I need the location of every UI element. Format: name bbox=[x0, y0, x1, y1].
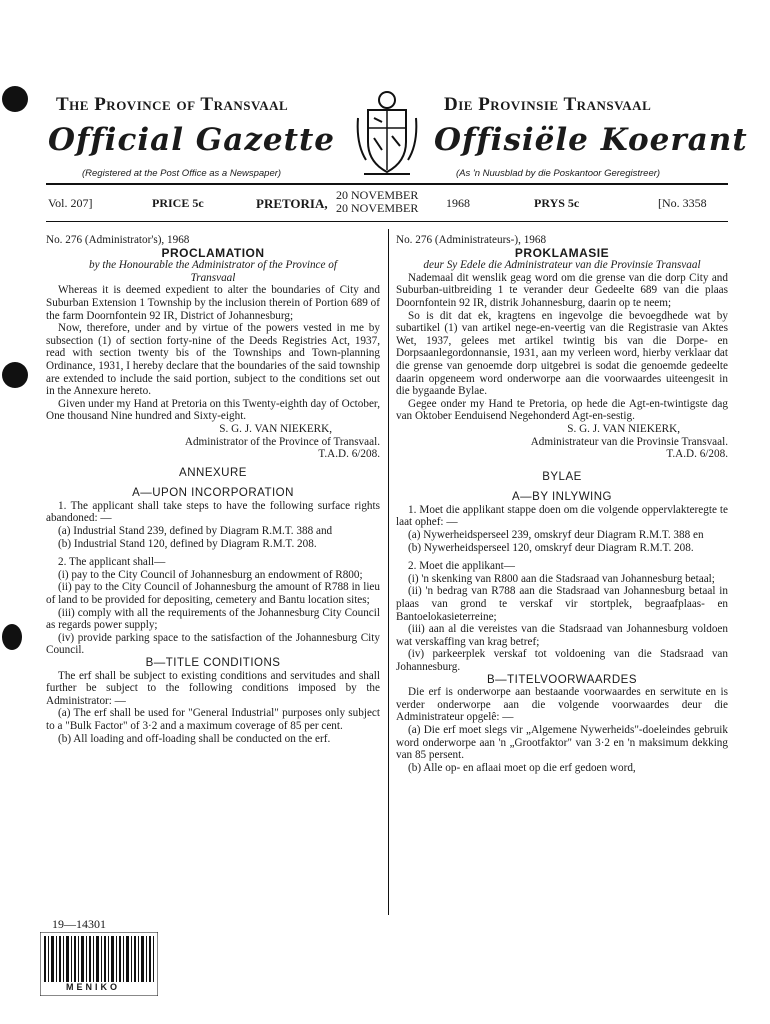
list-item: (b) Nywerheidsperseel 120, omskryf deur Diagram R.M.T. 208. bbox=[408, 541, 694, 554]
list-item: (i) pay to the City Council of Johannesburg an endowment of R800; bbox=[58, 568, 363, 581]
signatory-title: Administrator of the Province of Transvaal. bbox=[184, 435, 380, 448]
registered-note-en: (Registered at the Post Office as a Newspaper) bbox=[82, 168, 282, 179]
paragraph: Nademaal dit wenslik geag word om die grense van die dorp City and Suburban-uitbreiding 1 te verander deur Gedeelte 689 van die plaas Doornfontein 92 IR, distrik Johannesburg, daarin op te neem; bbox=[396, 271, 728, 309]
paragraph: 1. Moet die applikant stappe doen om die volgende oppervlakteregte te laat ophef: — bbox=[396, 503, 728, 529]
proclamation-heading: PROCLAMATION bbox=[161, 245, 265, 260]
notice-number: No. 276 (Administrator's), 1968 bbox=[46, 234, 190, 246]
list-item: (b) All loading and off-loading shall be conducted on the erf. bbox=[58, 732, 331, 745]
paragraph: 2. The applicant shall— bbox=[58, 556, 166, 569]
paragraph: So is dit dat ek, kragtens en ingevolge die bevoegdhede wat by subartikel (1) van artikel nege-en-veertig van die Registrasie van Aktes Wet, 1937, gelees met artikel twintig bis van die Dorpe- en Dorpsaanlegordonnansie, 1931, aan my verleen word, hierby verklaar dat die grense van genoemde dorp uitgebrei is sodat die genoemde gedeelte daarin opgeneem word onderworpe aan die voorwaardes uiteengesit in die bygaande Bylae. bbox=[396, 309, 728, 398]
punch-hole bbox=[2, 86, 28, 112]
registered-note-af: (As 'n Nuusblad by die Poskantoor Geregistreer) bbox=[456, 168, 661, 179]
price-af: PRYS 5c bbox=[534, 196, 580, 210]
signatory-name: S. G. J. VAN NIEKERK, bbox=[219, 422, 332, 435]
price-en: PRICE 5c bbox=[152, 196, 204, 210]
masthead-title-en: The Province of Transvaal bbox=[56, 94, 289, 115]
section-a-heading: A—BY INLYWING bbox=[511, 491, 612, 504]
list-item: (b) Industrial Stand 120, defined by Diagram R.M.T. 208. bbox=[58, 537, 317, 550]
list-item: (ii) 'n bedrag van R788 aan die Stadsraad van Johannesburg betaal in plaas van grond te verskaf vir stortplek, begraafplaas- en Bantoelokasieterreine; bbox=[396, 585, 728, 623]
header-rule-bottom bbox=[46, 221, 728, 222]
list-item: (a) The erf shall be used for "General Industrial" purposes only subject to a "Bulk Factor" of 3·2 and a maximum coverage of 85 per cent. bbox=[46, 707, 380, 732]
punch-hole bbox=[2, 362, 28, 388]
issue-year: 1968 bbox=[446, 196, 470, 210]
list-item: (a) Industrial Stand 239, defined by Diagram R.M.T. 388 and bbox=[58, 525, 333, 538]
annexure-heading: ANNEXURE bbox=[179, 466, 247, 479]
header-rule-top bbox=[46, 183, 728, 185]
column-divider bbox=[388, 229, 389, 915]
paragraph: 1. The applicant shall take steps to have the following surface rights abandoned: — bbox=[46, 499, 380, 525]
list-item: (i) 'n skenking van R800 aan die Stadsraad van Johannesburg betaal; bbox=[408, 572, 715, 585]
list-item: (a) Die erf moet slegs vir „Algemene Nywerheids"-doeleindes gebruik word onderworpe aan 'n „Grootfaktor" van 3·2 en 'n maksimum dekking van 85 persent. bbox=[396, 723, 728, 762]
paragraph: Whereas it is deemed expedient to alter the boundaries of City and Suburban Extension 1 Township by the inclusion therein of Portion 689 of the farm Doornfontein 92 IR, District of Johannesburg; bbox=[46, 284, 380, 322]
paragraph: Now, therefore, under and by virtue of the powers vested in me by subsection (1) of section forty-nine of the Deeds Registries Act, 1937, read with section twenty bis of the Townships and Town-planning Ordinance, 1931, I hereby declare that the boundaries of the said township are extended to include the said portion, subject to the conditions set out in the Annexure hereto. bbox=[46, 322, 380, 398]
afrikaans-column bbox=[396, 234, 728, 774]
list-item: (b) Alle op- en aflaai moet op die erf gedoen word, bbox=[408, 761, 636, 774]
signatory-name: S. G. J. VAN NIEKERK, bbox=[567, 422, 680, 435]
paragraph: Die erf is onderworpe aan bestaande voorwaardes en serwitute en is verder onderworpe aan die volgende voorwaardes deur die Administrateur opgelê: — bbox=[396, 686, 728, 724]
signatory-title: Administrateur van die Provinsie Transvaal. bbox=[530, 435, 728, 448]
issue-number: [No. 3358 bbox=[658, 196, 707, 210]
masthead-title-af: Die Provinsie Transvaal bbox=[444, 94, 652, 115]
punch-hole bbox=[2, 624, 22, 650]
list-item: (iii) aan al die vereistes van die Stadsraad van Johannesburg voldoen wat verskaffing van krag betref; bbox=[396, 623, 728, 648]
section-b-heading: B—TITELVOORWAARDES bbox=[486, 673, 637, 686]
notice-number: No. 276 (Administrateurs-), 1968 bbox=[396, 234, 547, 246]
proclamation-byline: deur Sy Edele die Administrateur van die Provinsie Transvaal bbox=[423, 259, 701, 272]
paragraph: Gegee onder my Hand te Pretoria, op hede die Agt-en-twintigste dag van Oktober Eenduisend Negehonderd Agt-en-sestig. bbox=[396, 397, 728, 423]
coat-of-arms-icon bbox=[354, 88, 420, 178]
english-column bbox=[46, 234, 380, 745]
reference: T.A.D. 6/208. bbox=[666, 448, 728, 461]
proclamation-heading: PROKLAMASIE bbox=[514, 245, 610, 260]
reference: T.A.D. 6/208. bbox=[318, 448, 380, 461]
list-item: (iii) comply with all the requirements of the Johannesburg City Council as regards power supply; bbox=[46, 606, 380, 632]
proclamation-byline: by the Honourable the Administrator of the Province of Transvaal bbox=[89, 259, 337, 284]
masthead-gazette-en: Official Gazette bbox=[48, 122, 336, 158]
masthead-gazette-af: Offisiële Koerant bbox=[434, 122, 748, 158]
print-code: 19—14301 bbox=[52, 917, 106, 931]
list-item: (a) Nywerheidsperseel 239, omskryf deur Diagram R.M.T. 388 en bbox=[408, 529, 704, 542]
list-item: (iv) parkeerplek verskaf tot voldoening van die Stadsraad van Johannesburg. bbox=[396, 648, 728, 673]
paragraph: 2. Moet die applikant— bbox=[408, 560, 515, 573]
annexure-heading: BYLAE bbox=[542, 470, 582, 483]
issue-date-2: 20 NOVEMBER bbox=[336, 201, 419, 215]
paragraph: The erf shall be subject to existing conditions and servitudes and shall further be subject to the following conditions imposed by the Administrator: — bbox=[46, 669, 380, 707]
issue-date-1: 20 NOVEMBER bbox=[336, 188, 419, 202]
printer-name: MENIKO bbox=[62, 982, 124, 992]
list-item: (iv) provide parking space to the satisfaction of the Johannesburg City Council. bbox=[46, 631, 380, 657]
section-a-heading: A—UPON INCORPORATION bbox=[132, 487, 294, 500]
place: PRETORIA, bbox=[256, 196, 328, 211]
list-item: (ii) pay to the City Council of Johannesburg the amount of R788 in lieu of land to be provided for depositing, cemetery and Bantu location sites; bbox=[46, 581, 380, 607]
volume-number: Vol. 207] bbox=[48, 196, 93, 210]
paragraph: Given under my Hand at Pretoria on this Twenty-eighth day of October, One thousand Nine hundred and Sixty-eight. bbox=[46, 397, 380, 423]
section-b-heading: B—TITLE CONDITIONS bbox=[145, 657, 281, 669]
